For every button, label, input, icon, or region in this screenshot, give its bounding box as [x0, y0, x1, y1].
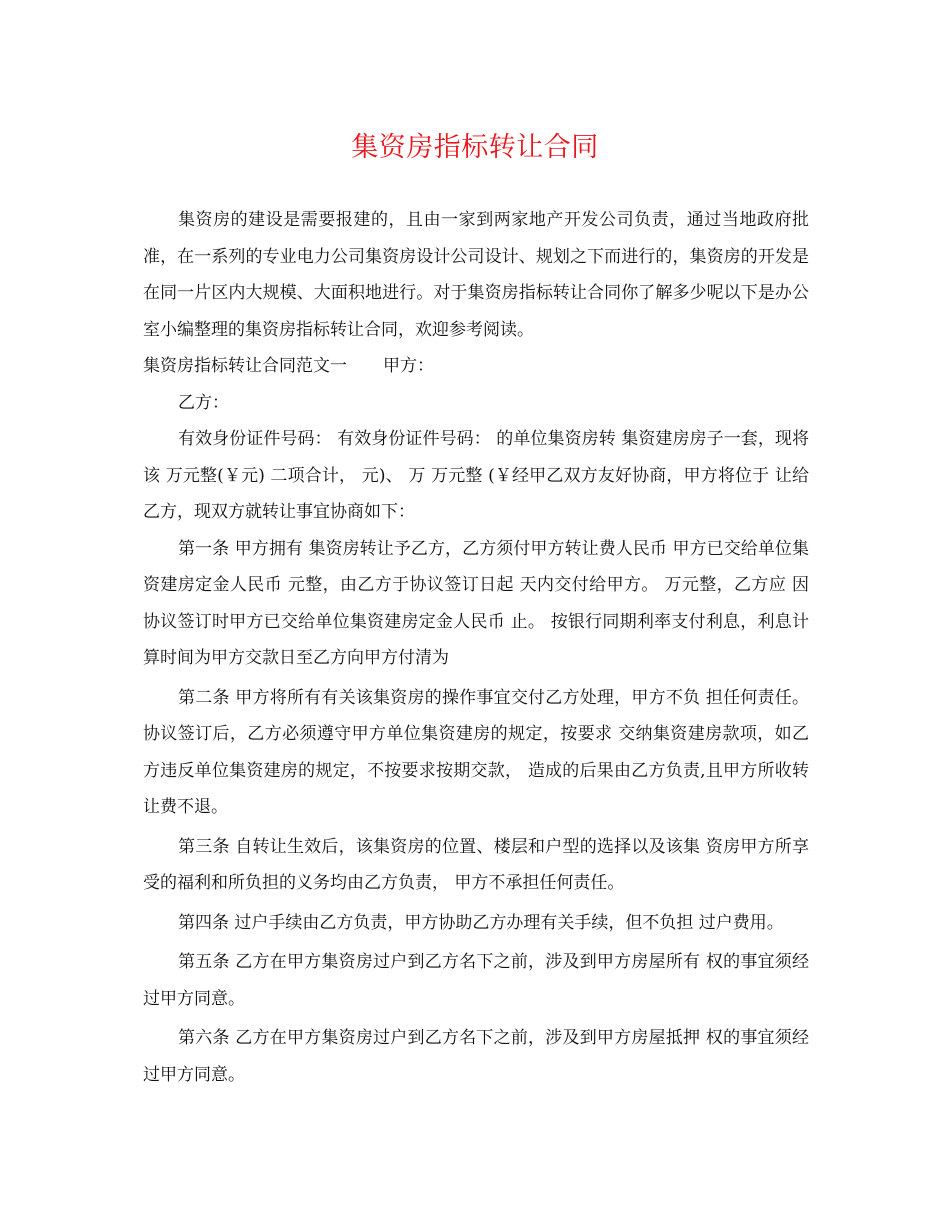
clause-2: 第二条 甲方将所有有关该集资房的操作事宜交付乙方处理，甲方不负 担任何责任。协议签订后，乙方必须遵守甲方单位集资建房的规定，按要求 交纳集资建房款项，如乙方违反单位集资建房的规定，不按要求按期交款， 造成的后果由乙方负责,且甲方所收转让费不退。: [143, 687, 809, 817]
party-b-label: 乙方：: [178, 392, 229, 413]
sample-heading-line: [143, 348, 809, 385]
clause-5: 第五条 乙方在甲方集资房过户到乙方名下之前，涉及到甲方房屋所有 权的事宜须经过甲方同意。: [143, 952, 809, 1009]
sample-heading: 集资房指标转让合同范文一: [143, 356, 347, 376]
paragraph-id-numbers: 有效身份证件号码： 有效身份证件号码： 的单位集资房转 集资建房房子一套，现将该 万元整(￥元) 二项合计， 元)、 万 万元整 (￥经甲乙双方友好协商，甲方将位于 让给乙方，现双方就转让事宜协商如下：: [143, 429, 809, 522]
clause-6: 第六条 乙方在甲方集资房过户到乙方名下之前，涉及到甲方房屋抵押 权的事宜须经过甲方同意。: [143, 1028, 809, 1085]
intro-paragraph: 集资房的建设是需要报建的，且由一家到两家地产开发公司负责，通过当地政府批准，在一系列的专业电力公司集资房设计公司设计、规划之下而进行的，集资房的开发是在同一片区内大规模、大面积地进行。对于集资房指标转让合同你了解多少呢以下是办公室小编整理的集资房指标转让合同，欢迎参考阅读。: [143, 210, 809, 340]
party-a-label: 甲方：: [383, 356, 434, 376]
document-title: 集资房指标转让合同: [351, 132, 599, 163]
clause-1: 第一条 甲方拥有 集资房转让予乙方，乙方须付甲方转让费人民币 甲方已交给单位集资建房定金人民币 元整，由乙方于协议签订日起 天内交付给甲方。 万元整，乙方应 因协议签订时甲方已交给单位集资建房定金人民币 止。 按银行同期利率支付利息，利息计算时间为甲方交款日至乙方向甲方付清为: [143, 538, 809, 668]
document-body: [143, 202, 809, 1093]
clause-4: 第四条 过户手续由乙方负责，甲方协助乙方办理有关手续，但不负担 过户费用。: [178, 912, 784, 933]
clause-3: 第三条 自转让生效后，该集资房的位置、楼层和户型的选择以及该集 资房甲方所享受的福利和所负担的义务均由乙方负责， 甲方不承担任何责任。: [143, 836, 809, 893]
